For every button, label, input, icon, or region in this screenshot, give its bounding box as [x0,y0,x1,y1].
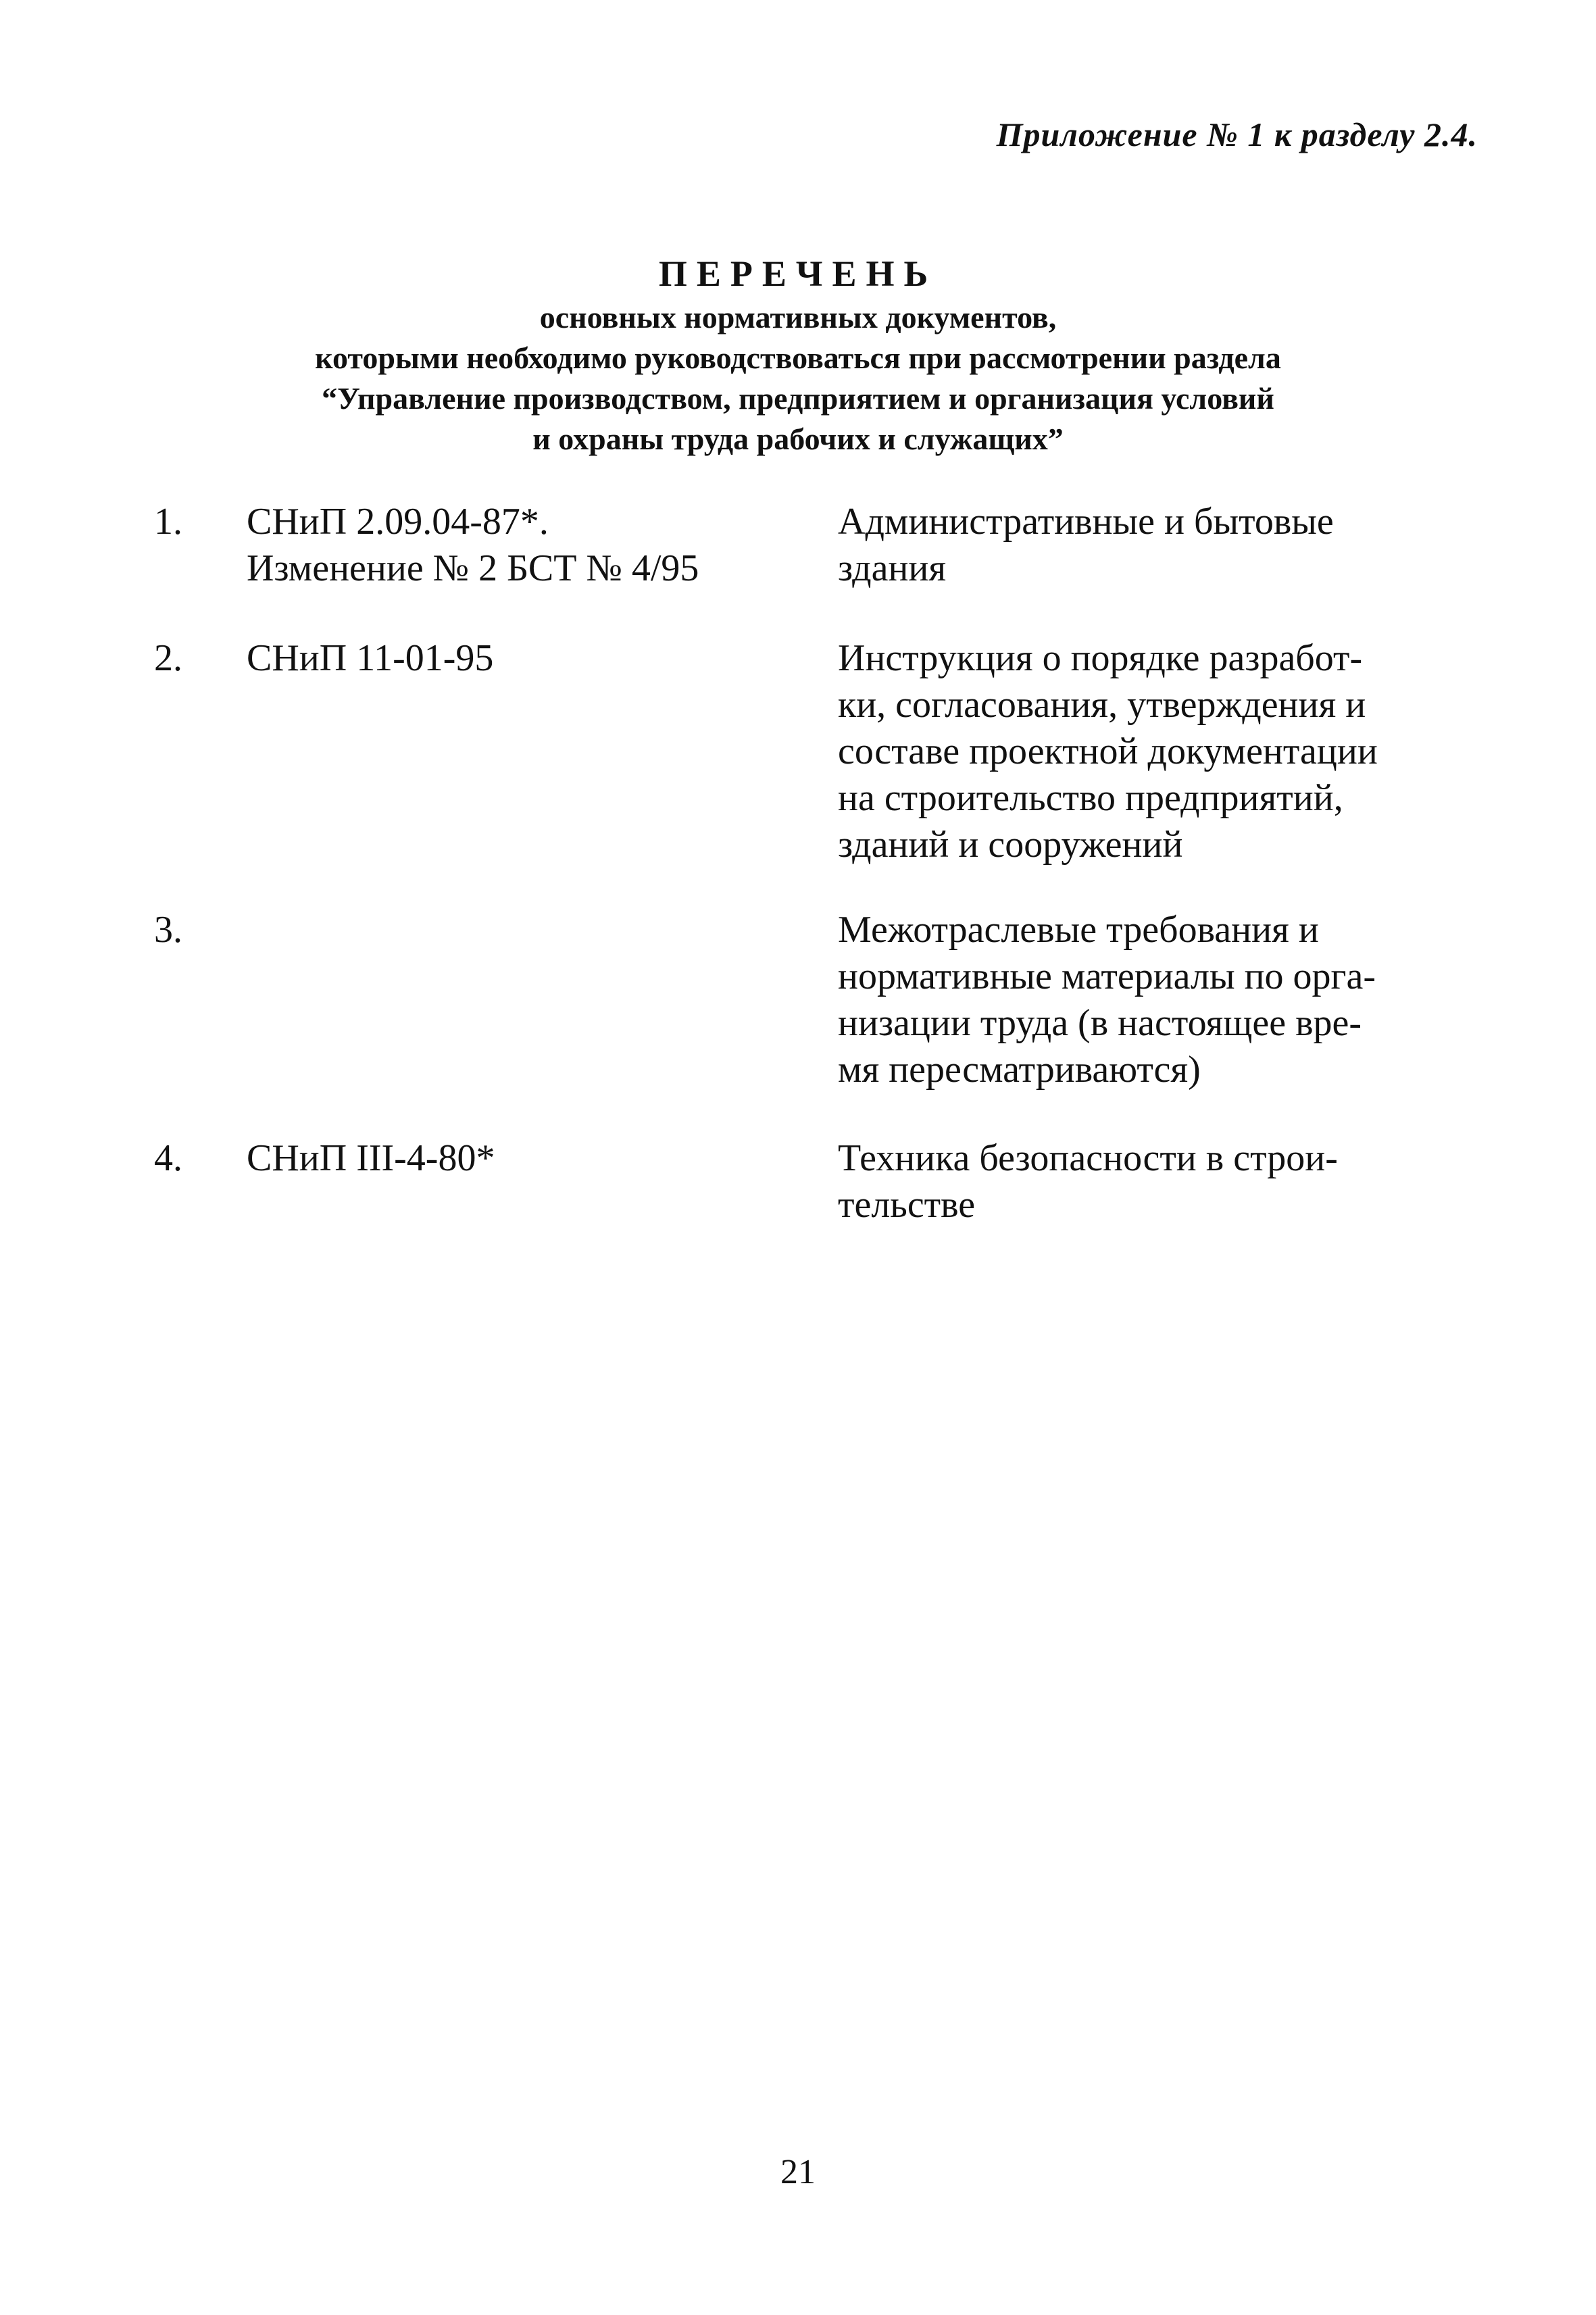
subtitle-line: которыми необходимо руководствоваться при рассмотрении раздела [315,341,1281,375]
item-description-line: здания [838,547,947,589]
item-description-line: Административные и бытовые [838,501,1334,543]
item-description-line: Межотраслевые требования и [838,909,1319,951]
item-description [838,499,1514,592]
item-description [838,907,1514,1093]
subtitle-line: и охраны труда рабочих и служащих” [532,422,1064,456]
appendix-note: Приложение № 1 к разделу 2.4. [996,116,1478,153]
item-description-line: составе проектной документации [838,730,1378,772]
item-description-line: ки, согласования, утверждения и [838,684,1366,726]
item-description-line: Инструкция о порядке разработ- [838,637,1363,679]
item-number: 3. [154,909,182,951]
item-code-line: СНиП III-4-80* [247,1137,495,1179]
item-description-line: зданий и сооружений [838,824,1183,866]
item-code [247,635,493,682]
item-number: 2. [154,637,182,679]
item-number: 4. [154,1137,182,1179]
item-code [247,499,699,592]
item-code [247,1135,495,1182]
item-code-line: СНиП 11-01-95 [247,637,494,679]
subtitle-line: основных нормативных документов, [539,300,1057,334]
item-description-line: низации труда (в настоящее вре- [838,1002,1362,1044]
item-code-line: Изменение № 2 БСТ № 4/95 [247,547,699,589]
item-description-line: Техника безопасности в строи- [838,1137,1338,1179]
item-description-line: мя пересматриваются) [838,1049,1201,1091]
item-number: 1. [154,501,182,543]
subtitle-line: “Управление производством, предприятием и организация условий [322,381,1274,416]
document-title: ПЕРЕЧЕНЬ [658,253,938,294]
item-description-line: нормативные материалы по орга- [838,955,1376,997]
item-description-line: тельстве [838,1184,976,1226]
page-number: 21 [780,2153,816,2191]
item-code-line: СНиП 2.09.04-87*. [247,501,549,543]
item-description-line: на строительство предприятий, [838,777,1343,819]
item-description [838,1135,1514,1228]
item-description [838,635,1514,868]
